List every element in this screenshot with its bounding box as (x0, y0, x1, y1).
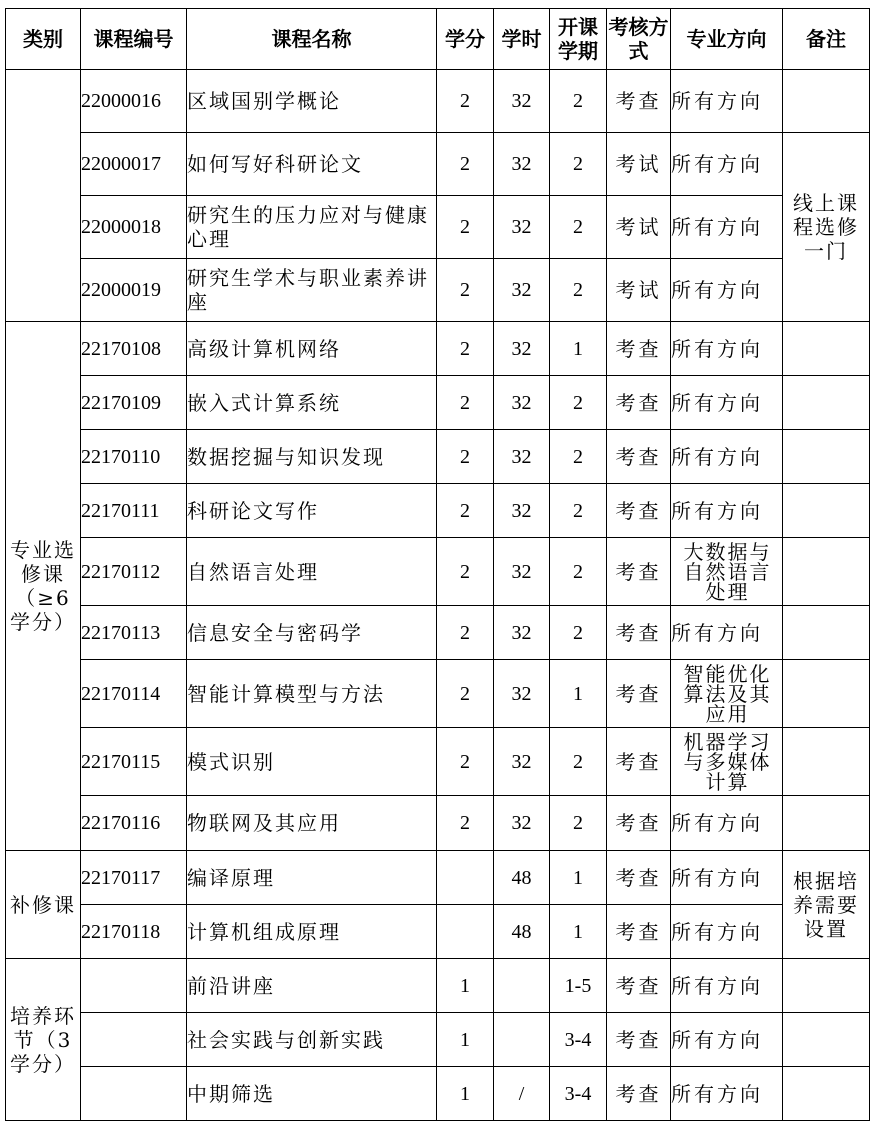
course-direction: 所有方向 (671, 1067, 783, 1121)
course-exam: 考查 (607, 376, 671, 430)
course-name: 计算机组成原理 (187, 905, 437, 959)
course-code: 22170116 (81, 796, 187, 851)
course-exam: 考查 (607, 430, 671, 484)
course-direction: 所有方向 (671, 259, 783, 322)
course-semester: 2 (550, 430, 607, 484)
course-code: 22170114 (81, 660, 187, 728)
course-semester: 1-5 (550, 959, 607, 1013)
course-hours (494, 1013, 550, 1067)
course-semester: 2 (550, 796, 607, 851)
course-semester: 2 (550, 538, 607, 606)
course-code: 22170110 (81, 430, 187, 484)
course-direction: 所有方向 (671, 796, 783, 851)
note-cell-empty (783, 796, 870, 851)
course-code: 22170117 (81, 851, 187, 905)
course-semester: 2 (550, 70, 607, 133)
note-cell-empty (783, 322, 870, 376)
course-code (81, 959, 187, 1013)
course-name: 如何写好科研论文 (187, 133, 437, 196)
header-exam: 考核方式 (607, 9, 671, 70)
table-row (6, 259, 870, 322)
course-code: 22000019 (81, 259, 187, 322)
note-cell-empty (783, 484, 870, 538)
course-code: 22170113 (81, 606, 187, 660)
table-row (6, 430, 870, 484)
course-direction: 所有方向 (671, 133, 783, 196)
course-credits: 2 (437, 259, 494, 322)
table-row (6, 322, 870, 376)
course-hours: 32 (494, 660, 550, 728)
course-credits: 1 (437, 1067, 494, 1121)
course-credits (437, 905, 494, 959)
course-hours: 32 (494, 376, 550, 430)
category-training: 培养环节（3学分） (6, 959, 81, 1121)
course-exam: 考查 (607, 905, 671, 959)
table-row (6, 70, 870, 133)
course-credits: 2 (437, 538, 494, 606)
course-credits: 2 (437, 133, 494, 196)
course-hours: 32 (494, 728, 550, 796)
course-credits: 2 (437, 796, 494, 851)
course-code: 22170109 (81, 376, 187, 430)
course-code: 22170112 (81, 538, 187, 606)
course-direction: 所有方向 (671, 959, 783, 1013)
course-credits: 2 (437, 430, 494, 484)
note-cell-empty (783, 70, 870, 133)
table-row (6, 796, 870, 851)
course-exam: 考试 (607, 259, 671, 322)
course-name: 社会实践与创新实践 (187, 1013, 437, 1067)
course-name: 智能计算模型与方法 (187, 660, 437, 728)
header-credits: 学分 (437, 9, 494, 70)
course-code: 22170111 (81, 484, 187, 538)
course-exam: 考查 (607, 851, 671, 905)
course-direction: 所有方向 (671, 196, 783, 259)
course-name: 高级计算机网络 (187, 322, 437, 376)
table-row (6, 484, 870, 538)
table-row (6, 1013, 870, 1067)
course-exam: 考查 (607, 484, 671, 538)
course-exam: 考试 (607, 196, 671, 259)
course-exam: 考试 (607, 133, 671, 196)
course-exam: 考查 (607, 796, 671, 851)
course-hours (494, 959, 550, 1013)
course-exam: 考查 (607, 70, 671, 133)
course-direction: 所有方向 (671, 322, 783, 376)
course-credits: 2 (437, 70, 494, 133)
course-code (81, 1067, 187, 1121)
table-row (6, 1067, 870, 1121)
course-hours: 32 (494, 133, 550, 196)
course-exam: 考查 (607, 606, 671, 660)
note-cell-empty (783, 1013, 870, 1067)
course-hours: / (494, 1067, 550, 1121)
table-row (6, 959, 870, 1013)
note-cell-empty (783, 660, 870, 728)
course-credits (437, 851, 494, 905)
table-row (6, 905, 870, 959)
table-row (6, 133, 870, 196)
course-exam: 考查 (607, 538, 671, 606)
course-semester: 1 (550, 660, 607, 728)
category-professional-elective: 专业选修课（≥6学分） (6, 322, 81, 851)
note-cell-empty (783, 728, 870, 796)
course-direction: 所有方向 (671, 905, 783, 959)
course-hours: 32 (494, 322, 550, 376)
course-semester: 2 (550, 259, 607, 322)
header-category: 类别 (6, 9, 81, 70)
course-name: 模式识别 (187, 728, 437, 796)
course-hours: 32 (494, 606, 550, 660)
table-row (6, 728, 870, 796)
course-semester: 1 (550, 905, 607, 959)
course-code: 22170108 (81, 322, 187, 376)
course-direction: 大数据与自然语言处理 (671, 538, 783, 606)
course-hours: 48 (494, 905, 550, 959)
table-row (6, 606, 870, 660)
course-name: 区域国别学概论 (187, 70, 437, 133)
course-hours: 32 (494, 796, 550, 851)
course-name: 科研论文写作 (187, 484, 437, 538)
course-name: 自然语言处理 (187, 538, 437, 606)
course-exam: 考查 (607, 728, 671, 796)
course-direction: 智能优化算法及其应用 (671, 660, 783, 728)
header-notes: 备注 (783, 9, 870, 70)
note-cell-empty (783, 1067, 870, 1121)
course-semester: 3-4 (550, 1013, 607, 1067)
category-cell-empty (6, 70, 81, 322)
course-credits: 2 (437, 376, 494, 430)
table-row (6, 851, 870, 905)
header-code: 课程编号 (81, 9, 187, 70)
course-semester: 2 (550, 728, 607, 796)
note-cell-empty (783, 606, 870, 660)
course-hours: 48 (494, 851, 550, 905)
course-direction: 所有方向 (671, 484, 783, 538)
course-semester: 3-4 (550, 1067, 607, 1121)
course-semester: 2 (550, 606, 607, 660)
course-credits: 2 (437, 484, 494, 538)
course-name: 信息安全与密码学 (187, 606, 437, 660)
course-hours: 32 (494, 259, 550, 322)
course-code: 22170118 (81, 905, 187, 959)
note-online: 线上课程选修一门 (783, 133, 870, 322)
course-exam: 考查 (607, 660, 671, 728)
course-credits: 2 (437, 196, 494, 259)
course-name: 研究生学术与职业素养讲座 (187, 259, 437, 322)
course-credits: 1 (437, 959, 494, 1013)
header-direction: 专业方向 (671, 9, 783, 70)
course-credits: 2 (437, 322, 494, 376)
course-exam: 考查 (607, 1013, 671, 1067)
course-name: 前沿讲座 (187, 959, 437, 1013)
header-name: 课程名称 (187, 9, 437, 70)
course-semester: 2 (550, 376, 607, 430)
course-direction: 所有方向 (671, 606, 783, 660)
course-code: 22000016 (81, 70, 187, 133)
course-exam: 考查 (607, 322, 671, 376)
course-hours: 32 (494, 196, 550, 259)
course-name: 编译原理 (187, 851, 437, 905)
table-row (6, 376, 870, 430)
header-row (6, 9, 870, 70)
course-name: 数据挖掘与知识发现 (187, 430, 437, 484)
course-exam: 考查 (607, 1067, 671, 1121)
course-semester: 1 (550, 851, 607, 905)
note-cell-empty (783, 959, 870, 1013)
header-hours: 学时 (494, 9, 550, 70)
course-code: 22170115 (81, 728, 187, 796)
course-code (81, 1013, 187, 1067)
course-direction: 所有方向 (671, 430, 783, 484)
course-direction: 所有方向 (671, 376, 783, 430)
course-semester: 1 (550, 322, 607, 376)
note-cell-empty (783, 430, 870, 484)
category-remedial: 补修课 (6, 851, 81, 959)
note-cell-empty (783, 538, 870, 606)
course-semester: 2 (550, 196, 607, 259)
course-name: 研究生的压力应对与健康心理 (187, 196, 437, 259)
course-hours: 32 (494, 430, 550, 484)
course-exam: 考查 (607, 959, 671, 1013)
course-code: 22000017 (81, 133, 187, 196)
table-row (6, 196, 870, 259)
course-name: 物联网及其应用 (187, 796, 437, 851)
course-hours: 32 (494, 538, 550, 606)
table-row (6, 660, 870, 728)
course-hours: 32 (494, 484, 550, 538)
course-semester: 2 (550, 484, 607, 538)
course-name: 中期筛选 (187, 1067, 437, 1121)
course-direction: 所有方向 (671, 1013, 783, 1067)
course-name: 嵌入式计算系统 (187, 376, 437, 430)
course-semester: 2 (550, 133, 607, 196)
course-code: 22000018 (81, 196, 187, 259)
course-direction: 所有方向 (671, 851, 783, 905)
course-direction: 机器学习与多媒体计算 (671, 728, 783, 796)
course-credits: 2 (437, 606, 494, 660)
note-cell-empty (783, 376, 870, 430)
course-credits: 2 (437, 660, 494, 728)
course-direction: 所有方向 (671, 70, 783, 133)
curriculum-table (5, 8, 870, 1121)
table-row (6, 538, 870, 606)
note-remedial: 根据培养需要设置 (783, 851, 870, 959)
course-hours: 32 (494, 70, 550, 133)
header-semester: 开课学期 (550, 9, 607, 70)
course-credits: 2 (437, 728, 494, 796)
course-credits: 1 (437, 1013, 494, 1067)
